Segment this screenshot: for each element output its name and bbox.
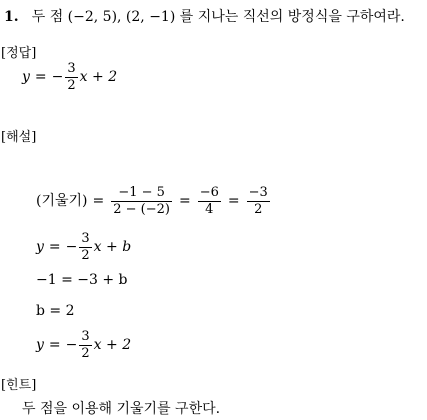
slope-f3-num: −3 (248, 185, 268, 200)
solution-line-4: b = 2 (36, 303, 75, 319)
line5-eq: = (48, 337, 61, 354)
slope-fraction-3 (247, 186, 270, 216)
slope-equation (36, 186, 272, 216)
slope-eq3: = (227, 193, 240, 210)
answer-equation (22, 62, 117, 92)
slope-lhs: (기울기) (36, 193, 88, 210)
line5-fraction (79, 330, 91, 360)
line2-frac-den: 2 (81, 247, 90, 263)
line2-frac-num: 3 (81, 231, 90, 246)
slope-f2-num: −6 (199, 185, 219, 200)
answer-rest: x + 2 (79, 69, 118, 86)
solution-label: [해설] (1, 130, 37, 145)
answer-label: [정답] (1, 46, 37, 61)
problem-number: 1. (4, 9, 19, 25)
answer-eq: = (34, 69, 47, 86)
line2-lhs: y (36, 239, 44, 256)
line2-fraction (79, 232, 91, 262)
solution-line-5 (36, 330, 131, 360)
line5-sign: − (65, 337, 78, 354)
hint-text: 두 점을 이용해 기울기를 구한다. (22, 401, 221, 417)
line5-frac-num: 3 (81, 329, 90, 344)
slope-eq2: = (178, 193, 191, 210)
line5-frac-den: 2 (81, 345, 90, 361)
slope-eq1: = (92, 193, 105, 210)
line5-rest: x + 2 (93, 337, 132, 354)
answer-frac-den: 2 (67, 77, 76, 93)
problem-statement: 두 점 (−2, 5), (2, −1) 를 지나는 직선의 방정식을 구하여라. (31, 9, 405, 25)
answer-frac-num: 3 (67, 61, 76, 76)
problem-header (4, 8, 405, 24)
line2-rest: x + b (93, 239, 132, 256)
solution-line-2 (36, 232, 131, 262)
slope-fraction-2 (198, 186, 221, 216)
answer-fraction (65, 62, 77, 92)
hint-label: [힌트] (1, 378, 37, 393)
slope-f1-num: −1 − 5 (118, 185, 165, 200)
slope-f2-den: 4 (205, 201, 214, 217)
slope-fraction-1 (111, 186, 172, 216)
answer-lhs: y (22, 69, 30, 86)
line5-lhs: y (36, 337, 44, 354)
answer-sign: − (51, 69, 64, 86)
line2-sign: − (65, 239, 78, 256)
solution-line-3: −1 = −3 + b (36, 272, 128, 288)
line2-eq: = (48, 239, 61, 256)
slope-f3-den: 2 (254, 201, 263, 217)
slope-f1-den: 2 − (−2) (113, 201, 170, 217)
